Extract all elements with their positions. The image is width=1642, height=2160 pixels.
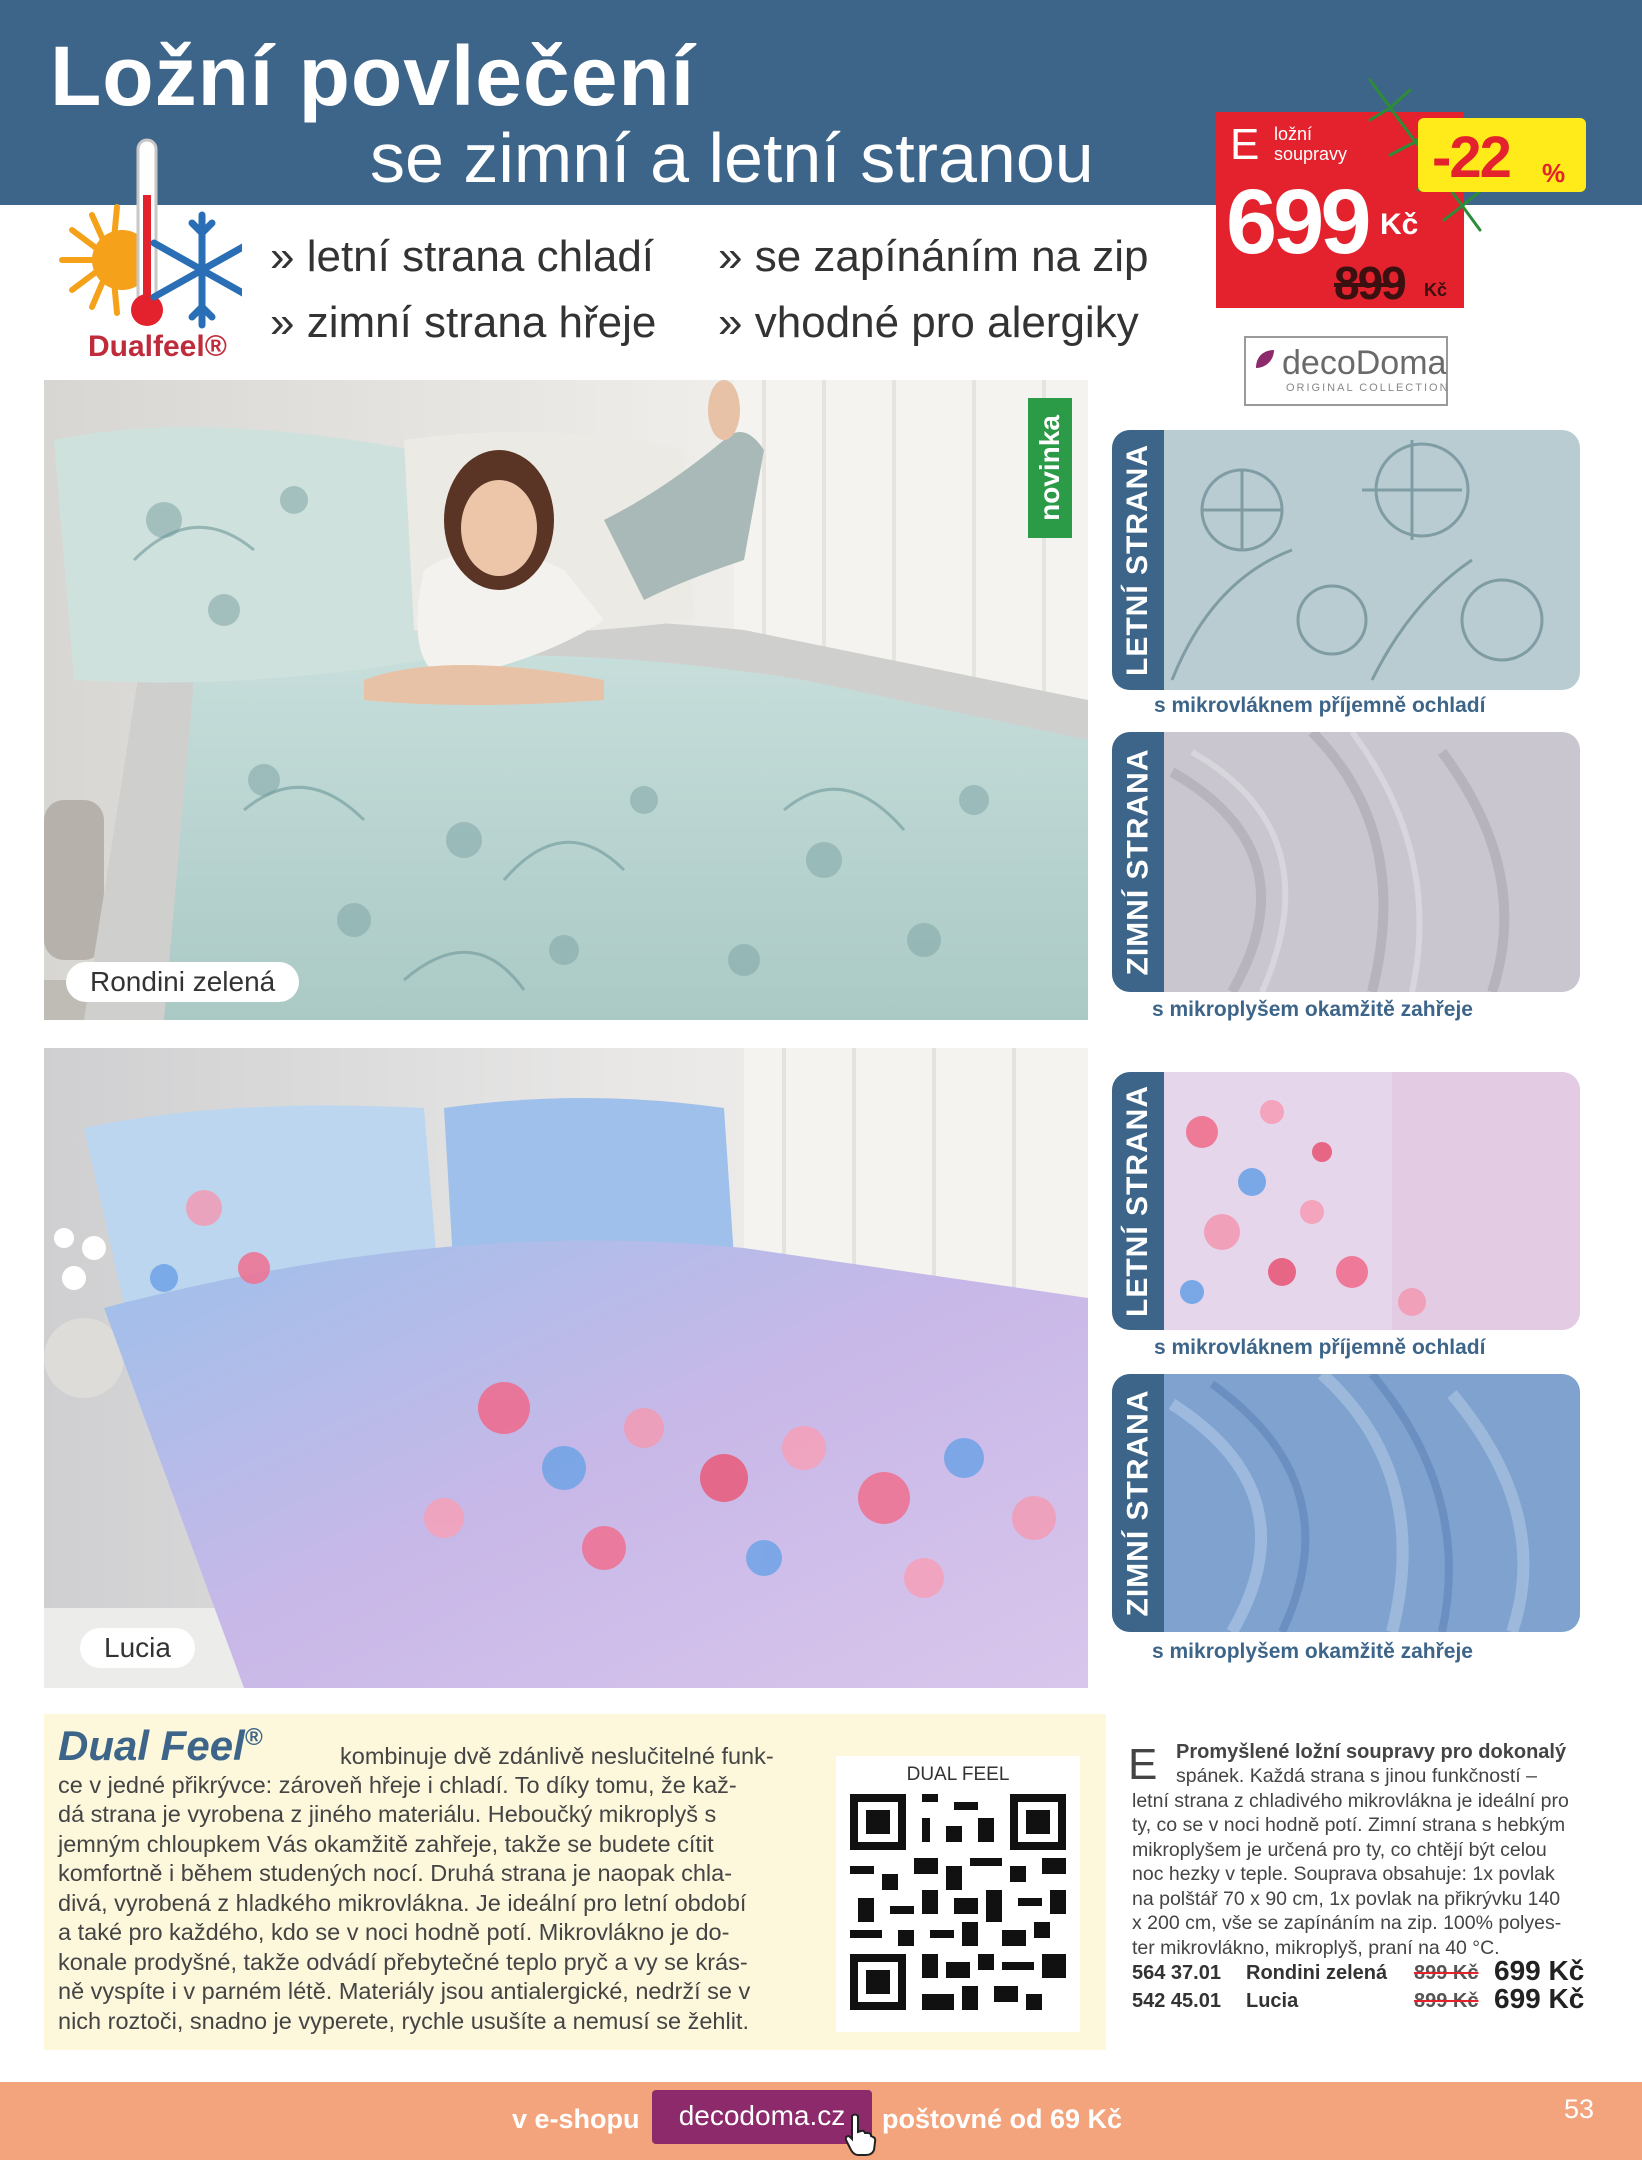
swatch-caption: s mikrovláknem příjemně ochladí — [1154, 1336, 1486, 1359]
price-label: ložní soupravy — [1274, 124, 1348, 164]
page-title: Ložní povlečení — [50, 29, 696, 123]
dual-feel-line: konale prodyšné, takže odvádí přebytečné teplo pryč a vy se krás- — [58, 1949, 748, 1975]
energy-letter-small: E — [1128, 1740, 1158, 1789]
footer-shipping-text: poštovné od 69 Kč — [882, 2104, 1123, 2134]
dual-feel-line: divá, vyrobená z hladkého mikrovlákna. Je ideální pro letní období — [58, 1890, 747, 1916]
hand-cursor-icon — [842, 2112, 878, 2156]
side-tab — [1112, 430, 1164, 690]
product-photo-lucia — [44, 1048, 1088, 1688]
bullet-summer-cools: » letní strana chladí — [270, 232, 655, 281]
description-line: Promyšlené ložní soupravy pro dokonalý — [1176, 1741, 1567, 1763]
swatch-rondini-summer — [1112, 430, 1580, 690]
description-line: na polštář 70 x 90 cm, 1x povlak na přikrývku 140 — [1132, 1888, 1561, 1910]
swatch-caption: s mikroplyšem okamžitě zahřeje — [1152, 1640, 1473, 1663]
dual-feel-line: komfortně i během studených nocí. Druhá strana je naopak chla- — [58, 1860, 733, 1886]
description-line: mikroplyšem je určená pro ty, co chtějí být celou — [1132, 1839, 1547, 1861]
description-line: letní strana z chladivého mikrovlákna je ideální pro — [1132, 1790, 1569, 1812]
swatch-caption: s mikroplyšem okamžitě zahřeje — [1152, 998, 1473, 1021]
qr-label: DUAL FEEL — [906, 1764, 1010, 1785]
bullet-zip: » se zapínáním na zip — [718, 232, 1149, 281]
price-old-currency: Kč — [1424, 280, 1448, 300]
order-code: 542 45.01 — [1132, 1990, 1221, 2012]
order-name: Lucia — [1246, 1990, 1299, 2012]
eshop-link[interactable]: decodoma.cz — [678, 2100, 846, 2131]
bullet-allergy: » vhodné pro alergiky — [718, 298, 1139, 347]
side-tab — [1112, 1374, 1164, 1632]
description-line: spánek. Každá strana s jinou funkčností – — [1176, 1765, 1537, 1787]
side-label-summer: LETNÍ STRANA — [1121, 1085, 1154, 1317]
brand-leaf-icon — [1252, 346, 1278, 372]
swatch-caption: s mikrovláknem příjemně ochladí — [1154, 694, 1486, 717]
order-old-price: 899 Kč — [1414, 1962, 1479, 1984]
swatch-rondini-winter — [1112, 732, 1580, 992]
dual-feel-line: a také pro každého, kdo se v noci hodně potí. Mikrovlákno je do- — [58, 1919, 730, 1945]
product-photo-rondini — [44, 380, 1088, 1020]
order-code: 564 37.01 — [1132, 1962, 1221, 1984]
energy-letter: E — [1230, 120, 1260, 169]
description-line: noc hezky v teple. Souprava obsahuje: 1x povlak — [1132, 1863, 1555, 1885]
order-name: Rondini zelená — [1246, 1962, 1388, 1984]
side-tab — [1112, 732, 1164, 992]
side-label-winter: ZIMNÍ STRANA — [1121, 748, 1155, 976]
order-old-price: 899 Kč — [1414, 1990, 1479, 2012]
side-label-summer: LETNÍ STRANA — [1121, 444, 1154, 676]
bullet-winter-warms: » zimní strana hřeje — [270, 298, 657, 347]
description-line: ty, co se v noci hodně potí. Zimní strana s hebkým — [1132, 1814, 1566, 1836]
swatch-lucia-summer — [1112, 1072, 1580, 1330]
price-currency: Kč — [1380, 208, 1419, 241]
qr-code-icon[interactable] — [850, 1794, 1066, 2010]
novinka-label: novinka — [1034, 415, 1065, 521]
dualfeel-logo-text: Dualfeel® — [88, 330, 227, 363]
photo-label-rondini: Rondini zelená — [66, 962, 299, 1002]
dual-feel-line: ně vyspíte i v parném létě. Materiály jsou antialergické, nedrží se v — [58, 1978, 751, 2004]
dual-feel-line: ce v jedné přikrývce: zároveň hřeje i chladí. To díky tomu, že kaž- — [58, 1772, 737, 1798]
discount-unit: % — [1542, 158, 1566, 188]
swatch-lucia-winter — [1112, 1374, 1580, 1632]
order-new-price: 699 Kč — [1494, 1983, 1585, 2014]
description-line: x 200 cm, vše se zapínáním na zip. 100% polyes- — [1132, 1912, 1562, 1934]
price-old: 899 — [1334, 257, 1405, 309]
brand-tagline: ORIGINAL COLLECTION — [1286, 382, 1450, 394]
description-line: ter mikrovlákno, mikroplyš, praní na 40 °C. — [1132, 1937, 1500, 1959]
side-label-winter: ZIMNÍ STRANA — [1121, 1389, 1155, 1617]
dual-feel-line: jemným chloupkem Vás okamžitě zahřeje, takže se budete cítit — [58, 1831, 714, 1857]
brand-name: decoDoma — [1282, 344, 1447, 382]
page-number: 53 — [1564, 2094, 1595, 2124]
photo-label-lucia: Lucia — [80, 1628, 195, 1668]
footer-eshop-text: v e-shopu — [512, 2104, 640, 2134]
page-subtitle: se zimní a letní stranou — [370, 119, 1094, 197]
dual-feel-line: dá strana je vyrobena z jiného materiálu. Heboučký mikroplyš s — [58, 1801, 717, 1827]
dual-feel-line: nich roztoči, snadno je vyperete, rychle usušíte a nemusí se žehlit. — [58, 2008, 749, 2034]
discount-value: -22 — [1432, 125, 1510, 190]
price-new: 699 — [1226, 171, 1368, 273]
order-new-price: 699 Kč — [1494, 1955, 1585, 1986]
dual-feel-line: kombinuje dvě zdánlivě neslučitelné funk- — [340, 1743, 774, 1769]
dual-feel-title: Dual Feel® — [58, 1722, 263, 1769]
side-tab — [1112, 1072, 1164, 1330]
